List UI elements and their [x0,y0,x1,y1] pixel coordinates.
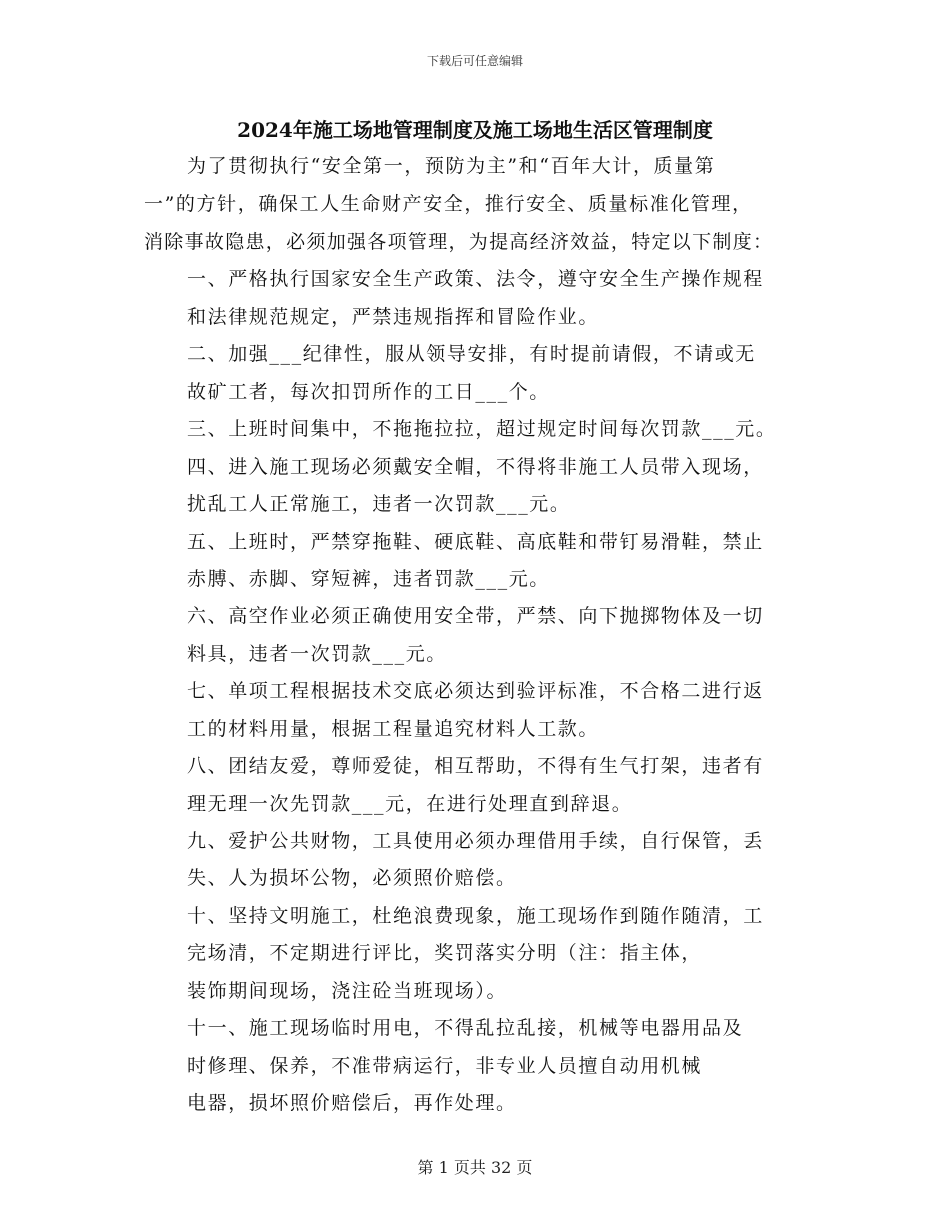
body-line: 失、人为损坏公物，必须照价赔偿。 [187,867,517,889]
body-line: 一”的方针，确保工人生命财产安全，推行安全、质量标准化管理， [144,193,753,215]
body-line: 二、加强___纪律性，服从领导安排，有时提前请假，不请或无 [187,343,756,365]
body-line: 十、坚持文明施工，杜绝浪费现象，施工现场作到随作随清，工 [187,905,764,927]
body-line: 消除事故隐患，必须加强各项管理，为提高经济效益，特定以下制度： [144,231,774,253]
body-line: 理无理一次先罚款___元，在进行处理直到辞退。 [187,793,633,815]
body-line: 七、单项工程根据技术交底必须达到验评标准，不合格二进行返 [187,680,764,702]
header-note: 下载后可任意编辑 [426,54,523,68]
document-title: 2024年施工场地管理制度及施工场地生活区管理制度 [237,118,713,142]
body-line: 九、爱护公共财物，工具使用必须办理借用手续，自行保管，丢 [187,830,764,852]
body-line: 工的材料用量，根据工程量追究材料人工款。 [187,718,600,740]
body-line: 为了贯彻执行“安全第一，预防为主”和“百年大计，质量第 [187,155,716,177]
body-line: 一、严格执行国家安全生产政策、法令，遵守安全生产操作规程 [187,268,764,290]
body-line: 赤膊、赤脚、穿短裤，违者罚款___元。 [187,568,550,590]
body-line: 装饰期间现场，浇注砼当班现场）。 [187,980,508,1002]
body-line: 十一、施工现场临时用电，不得乱拉乱接，机械等电器用品及 [187,1017,744,1039]
body-line: 六、高空作业必须正确使用安全带，严禁、向下抛掷物体及一切 [187,605,764,627]
body-line: 完场清，不定期进行评比，奖罚落实分明（注：指主体， [187,942,703,964]
body-line: 时修理、保养，不准带病运行，非专业人员擅自动用机械 [187,1055,703,1077]
body-line: 料具，违者一次罚款___元。 [187,643,447,665]
body-line: 五、上班时，严禁穿拖鞋、硬底鞋、高底鞋和带钉易滑鞋，禁止 [187,531,764,553]
body-line: 四、进入施工现场必须戴安全帽，不得将非施工人员带入现场， [187,456,764,478]
body-line: 八、团结友爱，尊师爱徒，相互帮助，不得有生气打架，违者有 [187,755,764,777]
body-line: 电器，损坏照价赔偿后，再作处理。 [187,1092,517,1114]
body-line: 故矿工者，每次扣罚所作的工日___个。 [187,381,550,403]
page-footer: 第 1 页共 32 页 [417,1158,533,1177]
body-line: 扰乱工人正常施工，违者一次罚款___元。 [187,493,571,515]
body-line: 三、上班时间集中，不拖拖拉拉，超过规定时间每次罚款___元。 [187,418,777,440]
body-line: 和法律规范规定，严禁违规指挥和冒险作业。 [187,306,600,328]
